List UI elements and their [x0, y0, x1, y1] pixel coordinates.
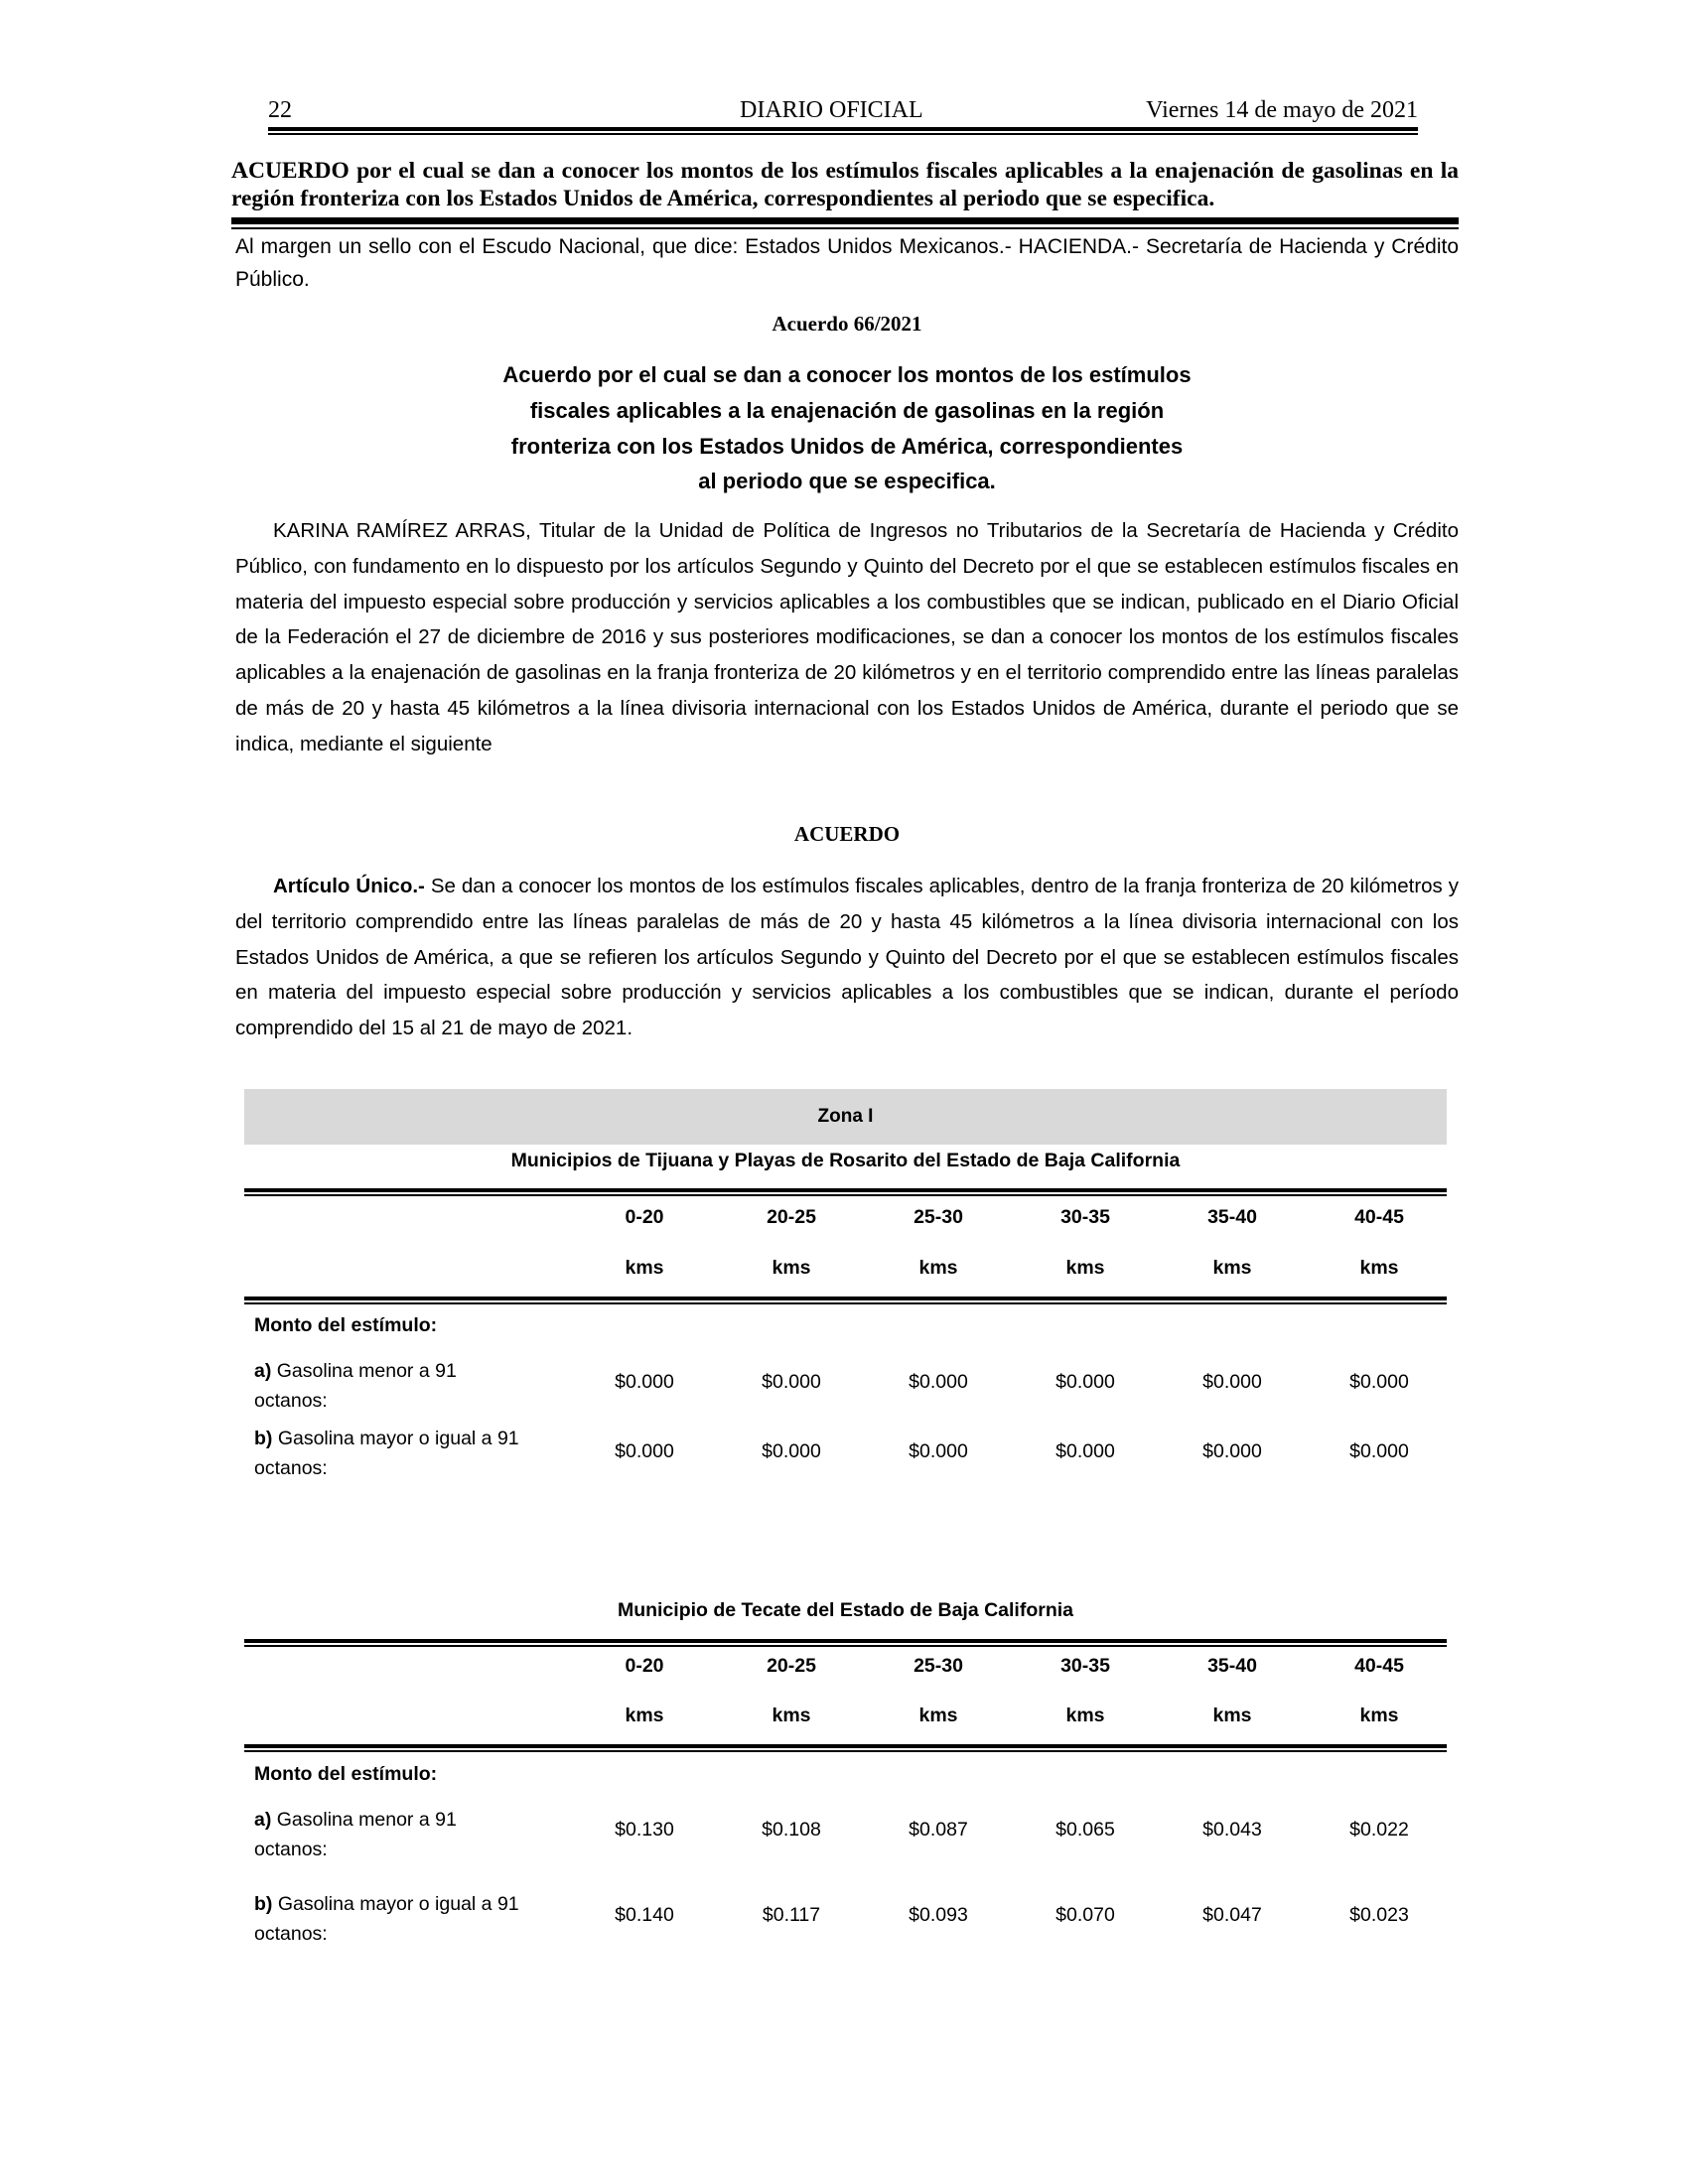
table-heading: Municipio de Tecate del Estado de Baja California: [617, 1599, 1074, 1621]
row-label-a-line2: octanos:: [254, 1390, 328, 1412]
value-cell: $0.000: [909, 1440, 968, 1462]
table-top-rule: [244, 1639, 1447, 1647]
subtitle-line: al periodo que se especifica.: [698, 469, 996, 494]
stimulus-table-tijuana-body: [244, 1310, 1447, 1509]
column-unit: kms: [1212, 1257, 1252, 1279]
column-unit: kms: [1359, 1257, 1399, 1279]
value-cell: $0.000: [1349, 1440, 1409, 1462]
column-header: 20-25: [767, 1655, 816, 1677]
row-marker: b): [254, 1893, 273, 1915]
column-unit: kms: [772, 1705, 811, 1726]
header-rule: [268, 127, 1418, 131]
value-cell: $0.065: [1055, 1819, 1115, 1841]
value-cell: $0.087: [909, 1819, 968, 1841]
row-label-b-line2: octanos:: [254, 1923, 328, 1945]
article-text: Se dan a conocer los montos de los estímulos fiscales aplicables, dentro de la franja fronteriza de 20 kilómetros y del territorio comprendido entre las líneas paralelas de más de 20 y hasta 45 kilómetros a la línea divisoria internacional con los Estados Unidos de América, a que se refieren los artículos Segundo y Quinto del Decreto por el que se establecen estímulos fiscales en materia del impuesto especial sobre producción y servicios aplicables a los combustibles que se indican, durante el período comprendido del 15 al 21 de mayo de 2021.: [235, 875, 1460, 1040]
stimulus-table-tecate-body: [244, 1759, 1447, 1958]
row-label-b: [254, 1424, 554, 1453]
title-rule-thin: [231, 227, 1459, 229]
agreement-number: Acuerdo 66/2021: [772, 312, 922, 336]
value-cell: $0.117: [762, 1904, 821, 1926]
column-unit: kms: [1212, 1705, 1252, 1726]
row-label-a-line2: octanos:: [254, 1839, 328, 1860]
section-heading: ACUERDO: [793, 822, 901, 846]
row-marker: a): [254, 1809, 272, 1831]
column-unit: kms: [772, 1257, 811, 1279]
preamble-paragraph: [235, 513, 1459, 762]
table-heading: Municipios de Tijuana y Playas de Rosarito del Estado de Baja California: [510, 1150, 1181, 1171]
column-header: 0-20: [625, 1655, 664, 1677]
table-header-rule: [244, 1297, 1447, 1304]
publication-name: DIARIO OFICIAL: [740, 97, 923, 123]
value-cell: $0.047: [1202, 1904, 1262, 1926]
column-header: 20-25: [767, 1206, 816, 1228]
value-cell: $0.070: [1055, 1904, 1115, 1926]
value-cell: $0.023: [1349, 1904, 1409, 1926]
article-label: Artículo Único.-: [273, 875, 425, 897]
row-label-text: Gasolina menor a 91: [271, 1360, 457, 1382]
row-marker: a): [254, 1360, 272, 1382]
row-label-b: [254, 1889, 554, 1919]
value-cell: $0.000: [1055, 1371, 1115, 1393]
row-label-text: Gasolina mayor o igual a 91: [272, 1428, 519, 1449]
row-label-a: [254, 1805, 554, 1835]
title-rule: [231, 217, 1459, 224]
column-header: 0-20: [625, 1206, 664, 1228]
column-unit: kms: [1359, 1705, 1399, 1726]
value-cell: $0.130: [615, 1819, 674, 1841]
value-cell: $0.000: [762, 1371, 821, 1393]
value-cell: $0.000: [1202, 1371, 1262, 1393]
column-header: 40-45: [1354, 1655, 1404, 1677]
subtitle-line: Acuerdo por el cual se dan a conocer los montos de los estímulos: [502, 362, 1192, 387]
row-marker: b): [254, 1428, 273, 1449]
value-cell: $0.000: [909, 1371, 968, 1393]
preamble-text: KARINA RAMÍREZ ARRAS, Titular de la Unidad de Política de Ingresos no Tributarios de la Secretaría de Hacienda y Crédito Público, con fundamento en lo dispuesto por los artículos Segundo y Quinto del Decreto por el que se establecen estímulos fiscales en materia del impuesto especial sobre producción y servicios aplicables a los combustibles que se indican, publicado en el Diario Oficial de la Federación el 27 de diciembre de 2016 y sus posteriores modificaciones, se dan a conocer los montos de los estímulos fiscales aplicables a la enajenación de gasolinas en la franja fronteriza de 20 kilómetros y en el territorio comprendido entre las líneas paralelas de más de 20 y hasta 45 kilómetros a la línea divisoria internacional con los Estados Unidos de América, durante el periodo que se indica, mediante el siguiente: [235, 519, 1459, 755]
value-cell: $0.093: [909, 1904, 968, 1926]
page-number: 22: [268, 97, 292, 123]
seal-note: Al margen un sello con el Escudo Nacional, que dice: Estados Unidos Mexicanos.- HACIENDA.- Secretaría de Hacienda y Crédito Público.: [235, 235, 1459, 291]
row-label-text: Gasolina menor a 91: [271, 1809, 457, 1831]
value-cell: $0.000: [1202, 1440, 1262, 1462]
column-unit: kms: [1065, 1257, 1105, 1279]
value-cell: $0.000: [615, 1440, 674, 1462]
value-cell: $0.000: [1055, 1440, 1115, 1462]
column-unit: kms: [918, 1705, 958, 1726]
zone-header: Zona I: [244, 1089, 1447, 1145]
row-label-b-line2: octanos:: [254, 1457, 328, 1479]
value-cell: $0.000: [1349, 1371, 1409, 1393]
column-unit: kms: [918, 1257, 958, 1279]
agreement-subtitle: [235, 357, 1459, 499]
publication-date: Viernes 14 de mayo de 2021: [1146, 97, 1418, 123]
row-label-text: Gasolina mayor o igual a 91: [272, 1893, 519, 1915]
value-cell: $0.022: [1349, 1819, 1409, 1841]
monto-label: Monto del estímulo:: [254, 1314, 438, 1336]
column-header: 35-40: [1207, 1655, 1257, 1677]
table-header-rule: [244, 1744, 1447, 1752]
table-top-rule: [244, 1188, 1447, 1196]
value-cell: $0.000: [615, 1371, 674, 1393]
subtitle-line: fiscales aplicables a la enajenación de gasolinas en la región: [529, 397, 1165, 423]
value-cell: $0.000: [762, 1440, 821, 1462]
column-header: 25-30: [914, 1206, 963, 1228]
subtitle-line: fronteriza con los Estados Unidos de América, correspondientes: [510, 433, 1184, 459]
column-unit: kms: [625, 1257, 664, 1279]
column-header: 40-45: [1354, 1206, 1404, 1228]
column-header: 35-40: [1207, 1206, 1257, 1228]
article-paragraph: [235, 869, 1459, 1046]
value-cell: $0.108: [762, 1819, 821, 1841]
document-title: ACUERDO por el cual se dan a conocer los montos de los estímulos fiscales aplicables a la enajenación de gasolinas en la región fronteriza con los Estados Unidos de América, correspondientes al periodo que se especifica.: [231, 158, 1459, 211]
header-rule-thin: [268, 133, 1418, 135]
monto-label: Monto del estímulo:: [254, 1763, 438, 1785]
column-header: 30-35: [1060, 1655, 1110, 1677]
row-label-a: [254, 1356, 554, 1386]
value-cell: $0.140: [615, 1904, 674, 1926]
column-unit: kms: [625, 1705, 664, 1726]
column-unit: kms: [1065, 1705, 1105, 1726]
column-header: 30-35: [1060, 1206, 1110, 1228]
column-header: 25-30: [914, 1655, 963, 1677]
value-cell: $0.043: [1202, 1819, 1262, 1841]
